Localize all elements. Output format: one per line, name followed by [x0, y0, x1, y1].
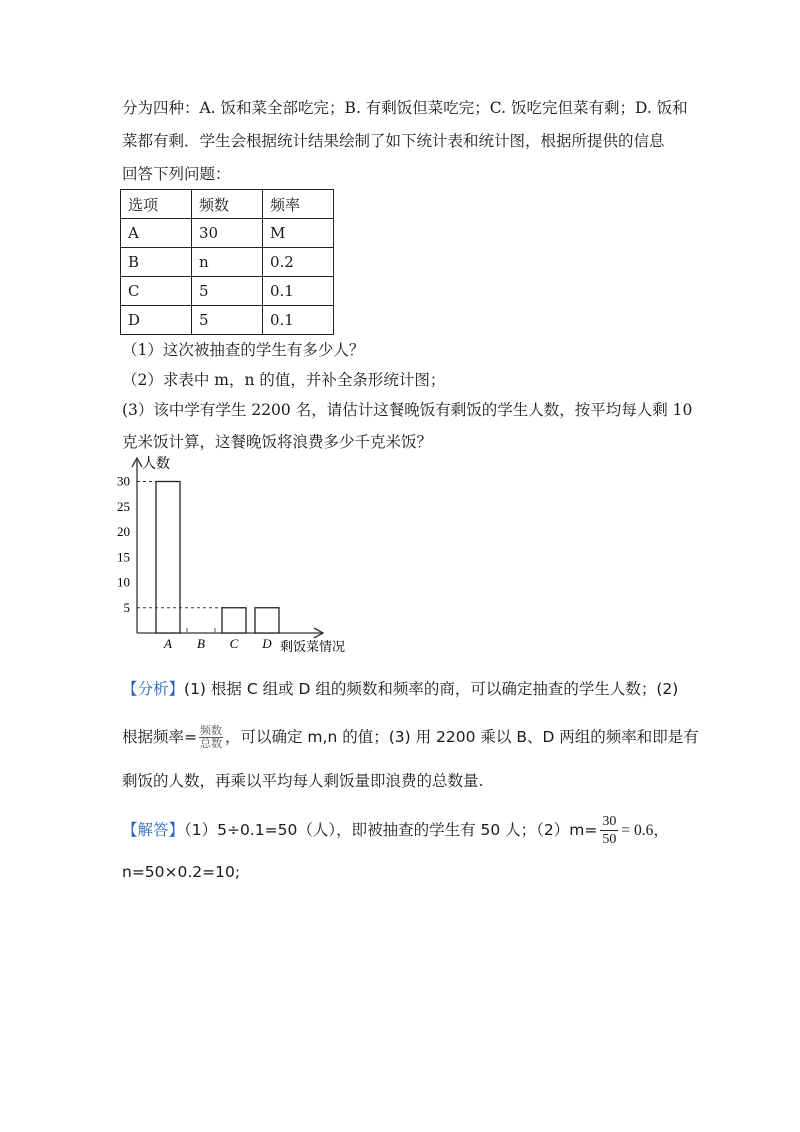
- analysis-line-2: [122, 725, 699, 750]
- table-cell: 0.1: [263, 306, 334, 335]
- analysis-line-1: [122, 679, 678, 699]
- table-row: [121, 306, 334, 335]
- y-tick-label: 15: [117, 549, 130, 565]
- frequency-table: [120, 189, 334, 335]
- answer-line-1: [122, 813, 669, 848]
- x-tick-label-D: D: [262, 636, 272, 651]
- intro-line-2: 菜都有剩．学生会根据统计结果绘制了如下统计表和统计图，根据所提供的信息: [122, 132, 665, 150]
- table-cell: 0.1: [263, 277, 334, 306]
- table-header-cell: 频数: [192, 190, 263, 219]
- question-3-line-2: 克米饭计算，这餐晚饭将浪费多少千克米饭？: [122, 433, 433, 451]
- analysis-text-2-pre: 根据频率=: [122, 728, 197, 746]
- bar-C: [222, 608, 246, 633]
- answer-text-1-pre: （1）5÷0.1=50（人），即被抽查的学生有 50 人；（2）m=: [184, 821, 598, 839]
- table-cell: 5: [192, 306, 263, 335]
- analysis-label: 【分析】: [122, 680, 185, 698]
- answer-label: 【解答】: [122, 821, 185, 839]
- table-row: [121, 219, 334, 248]
- answer-fraction-result: = 0.6: [621, 822, 654, 839]
- x-axis-label: 剩饭菜情况: [280, 640, 346, 655]
- answer-text-1-post: ，: [653, 821, 669, 839]
- y-axis-label: 人数: [142, 456, 170, 472]
- table-cell: 5: [192, 277, 263, 306]
- analysis-text-2-post: ，可以确定 m,n 的值；(3) 用 2200 乘以 B、D 两组的频率和即是有: [225, 728, 699, 746]
- table-cell: B: [121, 248, 192, 277]
- fraction-numerator: 频数: [200, 724, 222, 737]
- question-1: （1）这次被抽查的学生有多少人？: [122, 341, 365, 359]
- table-row: [121, 248, 334, 277]
- table-header-cell: 选项: [121, 190, 192, 219]
- table-cell: A: [121, 219, 192, 248]
- table-row: [121, 277, 334, 306]
- intro-line-1: 分为四种：A. 饭和菜全部吃完；B. 有剩饭但菜吃完；C. 饭吃完但菜有剩；D. 饭和: [122, 99, 688, 117]
- table-cell: D: [121, 306, 192, 335]
- intro-line-3: 回答下列问题：: [122, 165, 231, 183]
- table-header-cell: 频率: [263, 190, 334, 219]
- table-cell: C: [121, 277, 192, 306]
- table-header-row: [121, 190, 334, 219]
- y-tick-label: 5: [123, 599, 130, 615]
- y-tick-label: 25: [117, 498, 130, 514]
- answer-fraction: [600, 813, 618, 848]
- y-tick-label: 30: [117, 473, 130, 489]
- answer-line-2: n=50×0.2=10;: [122, 863, 241, 881]
- answer-fraction-denominator: 50: [602, 832, 617, 847]
- x-tick-label-B: B: [197, 636, 205, 651]
- question-3-line-1: (3）该中学有学生 2200 名，请估计这餐晚饭有剩饭的学生人数，按平均每人剩 10: [122, 401, 693, 419]
- x-tick-label-A: A: [164, 636, 172, 651]
- fraction-denominator: 总数: [200, 737, 222, 750]
- table-cell: 30: [192, 219, 263, 248]
- frequency-fraction: [199, 725, 223, 750]
- analysis-text-1: (1) 根据 C 组或 D 组的频数和频率的商，可以确定抽查的学生人数；(2): [184, 680, 679, 698]
- answer-fraction-numerator: 30: [602, 814, 617, 829]
- y-tick-label: 10: [117, 574, 130, 590]
- table-cell: M: [263, 219, 334, 248]
- x-tick-label-C: C: [229, 636, 239, 651]
- bar-chart: [110, 452, 380, 657]
- analysis-line-3: 剩饭的人数，再乘以平均每人剩饭量即浪费的总数量.: [122, 772, 484, 790]
- bar-D: [255, 608, 279, 633]
- question-2: （2）求表中 m，n 的值，并补全条形统计图；: [122, 371, 446, 389]
- y-tick-label: 20: [117, 524, 130, 539]
- table-cell: n: [192, 248, 263, 277]
- bar-A: [156, 482, 180, 634]
- table-cell: 0.2: [263, 248, 334, 277]
